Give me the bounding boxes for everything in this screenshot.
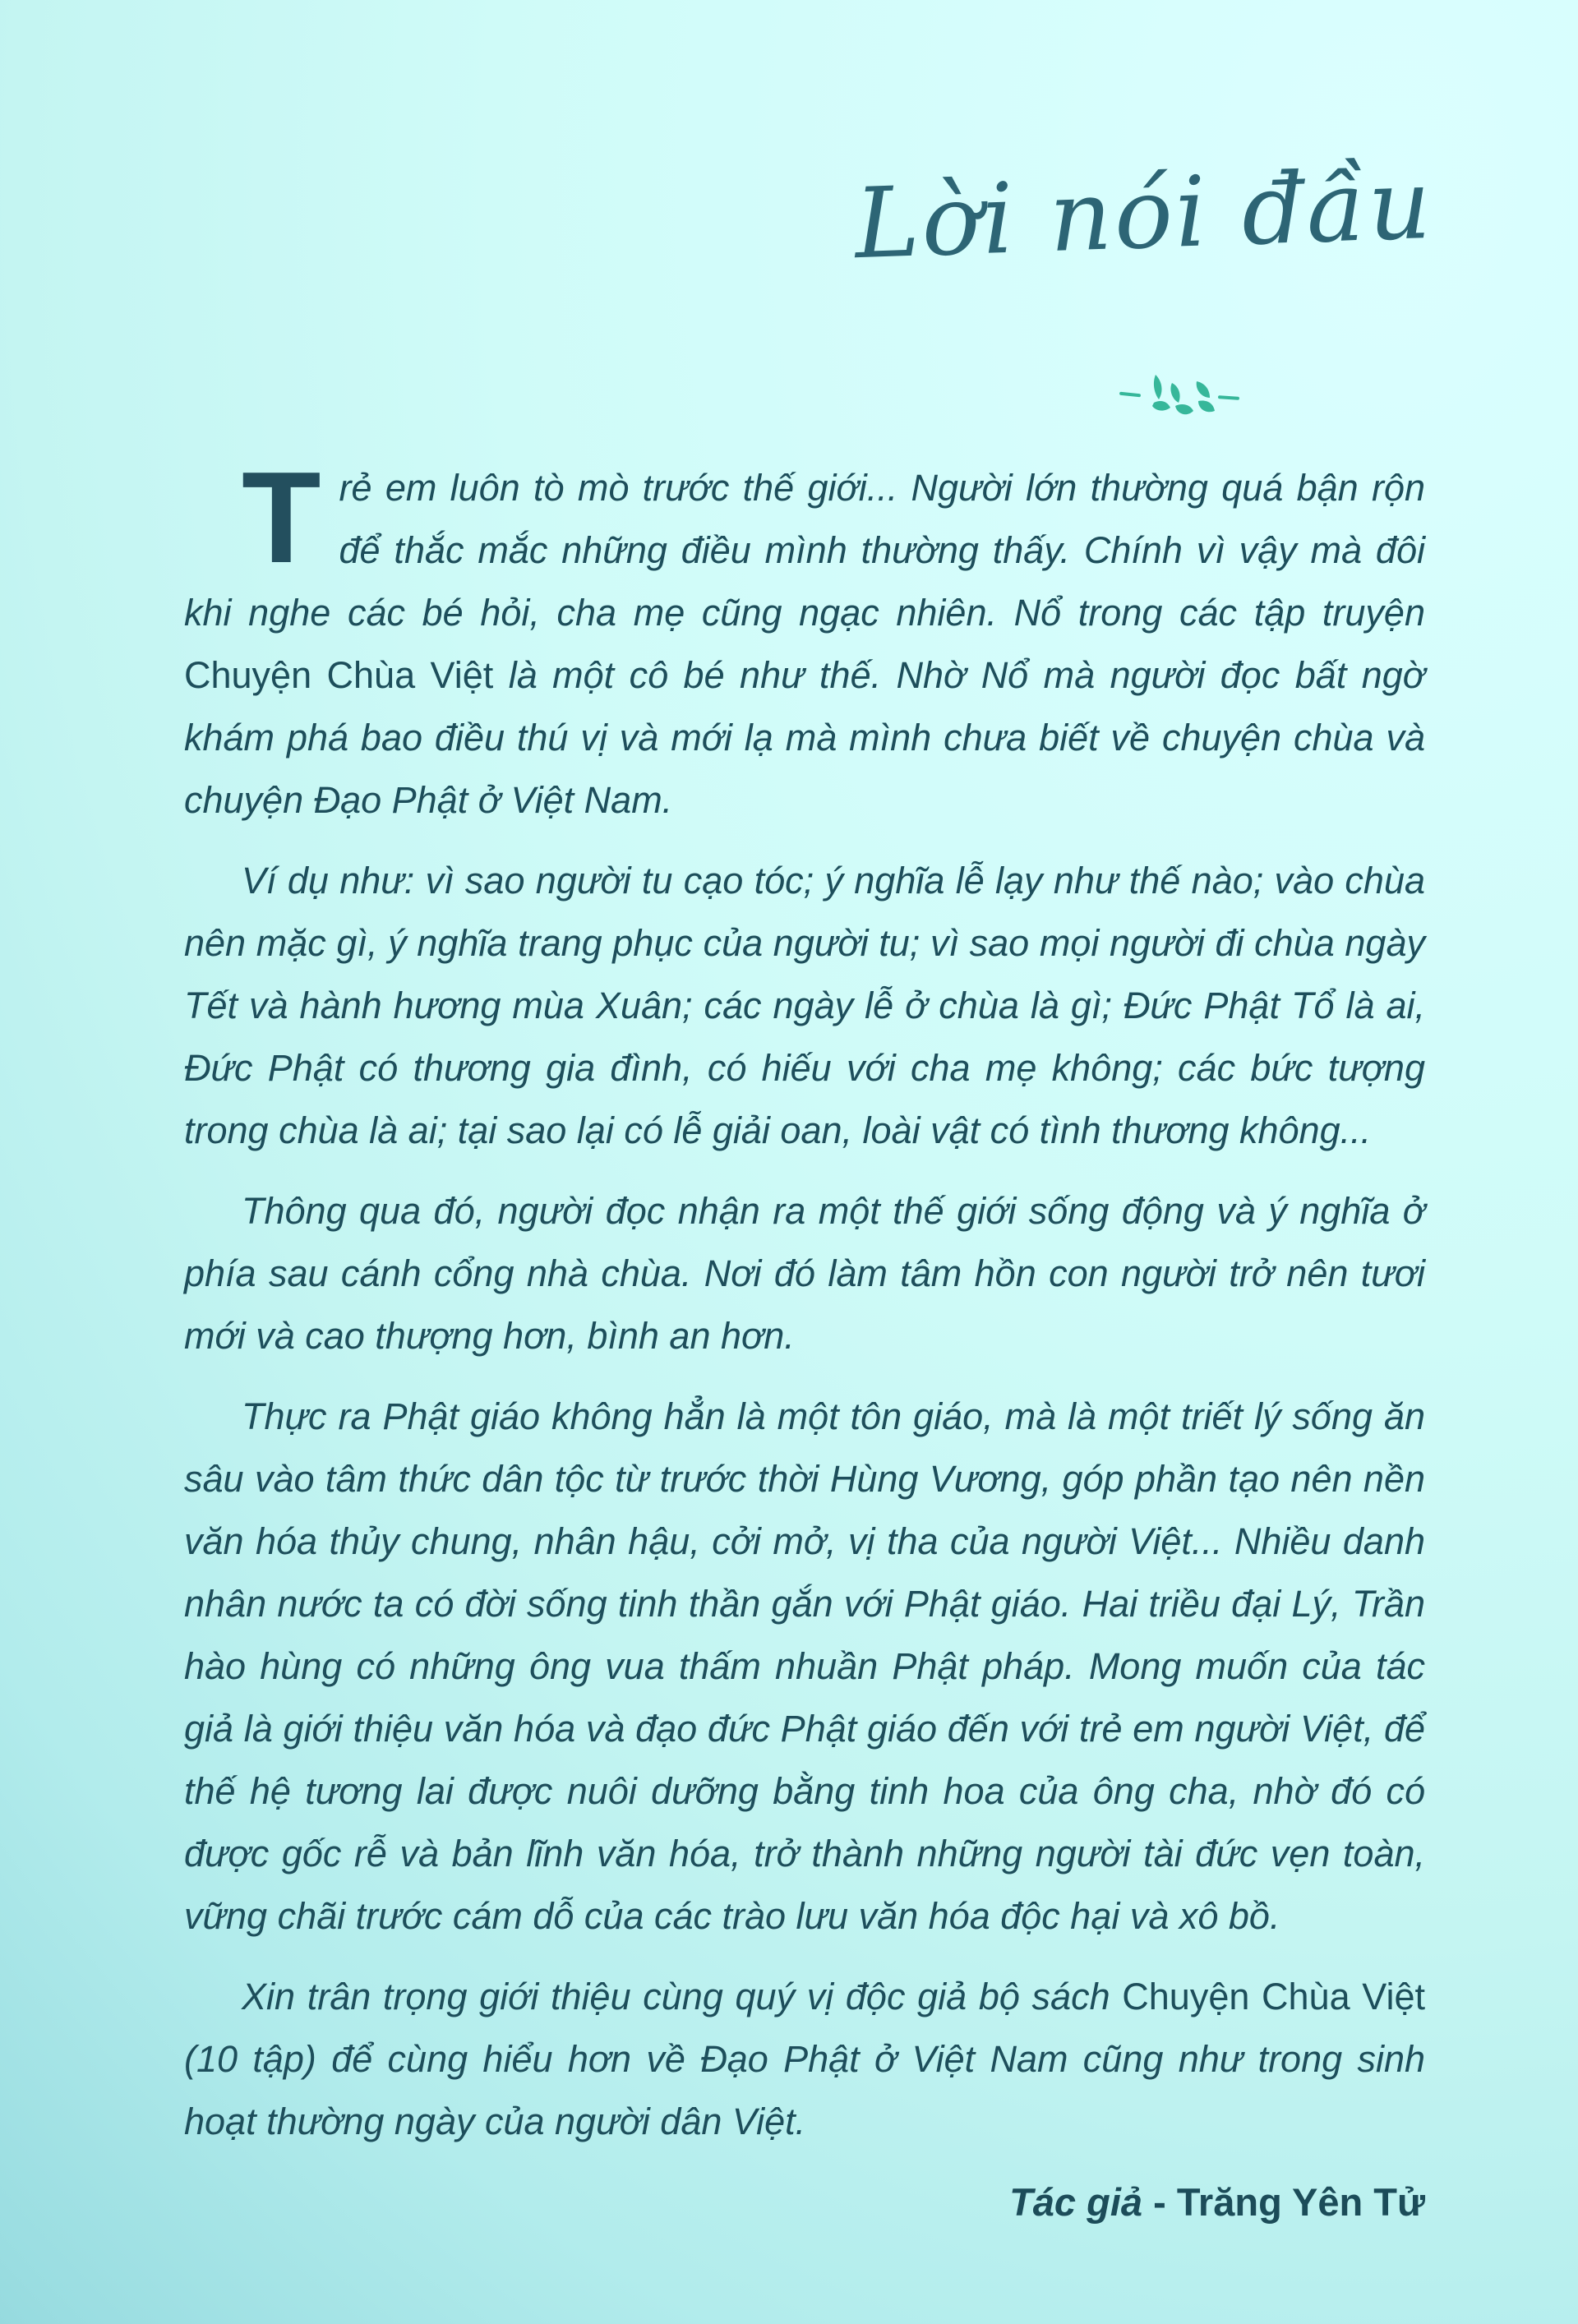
paragraph-1-text: rẻ em luôn tò mò trước thế giới... Người lớn thường quá bận rộn để thắc mắc những điều mình thường thấy. Chính vì vậy mà đôi khi nghe các bé hỏi, cha mẹ cũng ngạc nhiên. Nổ trong các tập truyện <box>184 467 1425 634</box>
paragraph-3: Thông qua đó, người đọc nhận ra một thế giới sống động và ý nghĩa ở phía sau cánh cổng nhà chùa. Nơi đó làm tâm hồn con người trở nên tươi mới và cao thượng hơn, bình an hơn. <box>184 1190 1425 1357</box>
series-title-inline: Chuyện Chùa Việt <box>1122 1976 1426 2017</box>
paragraph-5-lead: Xin trân trọng giới thiệu cùng quý vị độc giả bộ sách <box>242 1976 1123 2017</box>
paragraph-5-tail: (10 tập) để cùng hiểu hơn về Đạo Phật ở Việt Nam cũng như trong sinh hoạt thường ngày của người dân Việt. <box>184 2038 1425 2142</box>
page-title: Lời nói đầu <box>852 146 1436 281</box>
signature-author: Trăng Yên Tử <box>1176 2180 1425 2224</box>
paragraph-1 <box>184 445 1426 832</box>
preface-body <box>184 445 1426 2252</box>
paragraph-5 <box>184 1966 1425 2153</box>
signature-separator: - <box>1142 2180 1177 2224</box>
title-block <box>852 146 1436 281</box>
paragraph-4: Thực ra Phật giáo không hẳn là một tôn giáo, mà là một triết lý sống ăn sâu vào tâm thức dân tộc từ trước thời Hùng Vương, góp phần tạo nên nền văn hóa thủy chung, nhân hậu, cởi mở, vị tha của người Việt... Nhiều danh nhân nước ta có đời sống tinh thần gắn với Phật giáo. Hai triều đại Lý, Trần hào hùng có những ông vua thấm nhuần Phật pháp. Mong muốn của tác giả là giới thiệu văn hóa và đạo đức Phật giáo đến với trẻ em người Việt, để thế hệ tương lai được nuôi dưỡng bằng tinh hoa của ông cha, nhờ đó có được gốc rễ và bản lĩnh văn hóa, trở thành những người tài đức vẹn toàn, vững chãi trước cám dỗ của các trào lưu văn hóa độc hại và xô bồ. <box>184 1395 1425 1937</box>
author-signature <box>184 2171 1425 2234</box>
floral-divider-ornament-icon <box>1118 363 1241 427</box>
paragraph-1-tail: là một cô bé như thế. Nhờ Nổ mà người đọc bất ngờ khám phá bao điều thú vị và mới lạ mà mình chưa biết về chuyện chùa và chuyện Đạo Phật ở Việt Nam. <box>184 654 1426 821</box>
series-title-inline: Chuyện Chùa Việt <box>184 654 494 696</box>
paragraph-2: Ví dụ như: vì sao người tu cạo tóc; ý nghĩa lễ lạy như thế nào; vào chùa nên mặc gì, ý nghĩa trang phục của người tu; vì sao mọi người đi chùa ngày Tết và hành hương mùa Xuân; các ngày lễ ở chùa là gì; Đức Phật Tổ là ai, Đức Phật có thương gia đình, có hiếu với cha mẹ không; các bức tượng trong chùa là ai; tại sao lại có lễ giải oan, loài vật có tình thương không... <box>184 860 1425 1151</box>
signature-role: Tác giả <box>1009 2180 1143 2224</box>
drop-cap: T <box>242 445 321 590</box>
